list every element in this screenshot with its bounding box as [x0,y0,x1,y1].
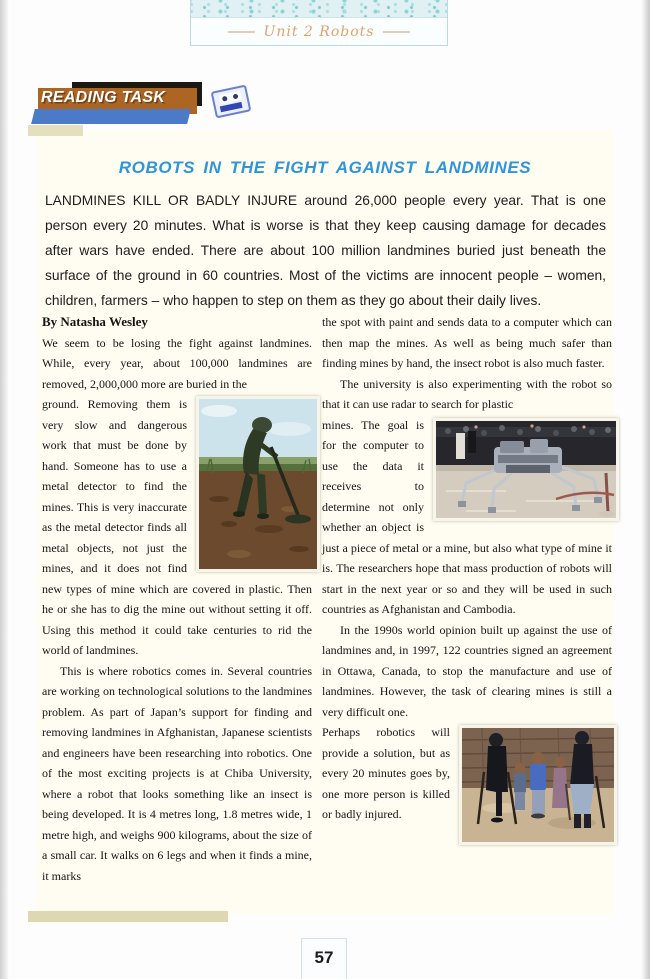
page-scan-left-edge [0,0,9,979]
unit-dash-right [383,31,410,33]
paragraph [322,312,612,374]
paragraph-text: In the 1990s world opinion built up against the use of landmines and, in 1997, 122 countries signed an agreement in Ottawa, Canada, to stop the manufacture and use of landmines. However, the task of clearing mines is still a very difficult one. [322,622,612,719]
paragraph-text: This is where robotics comes in. Several countries are working on technological solutions to the landmines problem. As part of Japan’s support for finding and removing landmines in Afghanistan, Japanese scientists and engineers have been researching into robotics. One of the most exciting projects is at Chiba University, where a robot that looks something like an insect is being developed. It is 4 metres long, 1.8 metres wide, 1 metre high, and weighs 900 kilograms, about the size of a small car. It walks on 6 legs and when it finds a mine, it marks [42,663,312,883]
landmine-victims-photo [459,725,617,845]
banner-label: READING TASK [41,89,166,106]
cassette-reel-icon [233,93,239,99]
paragraph-text: mines. The goal is for the computer to use the data it receives to determine not only whether an object is just a piece of metal or a mine, but also what type of mine it is. The researchers hope that mass production of robots will start in the next year or so and they will be used in such countries as Afghanistan and Cambodia. [322,417,612,616]
soldier-metal-detector-photo [196,396,320,572]
paragraph [322,415,612,620]
unit-header [190,0,448,46]
unit-header-watercolor-band [191,0,447,18]
unit-label-row [191,18,447,45]
page-scan-right-edge [641,0,650,979]
paragraph [322,620,612,723]
paragraph [322,374,612,415]
cassette-reel-icon [222,96,228,102]
unit-title: Unit 2 Robots [263,23,375,40]
paragraph-text: ground. Removing them is very slow and dangerous work that must be done by hand. Someone has to use a metal detector to find the mines. This is very inaccurate as the metal detector finds all metal objects, not just the mines, and it does not find new types of mine which are covered in plastic. Then he or she has to dig the mine out without setting it off. Using this method it could take centuries to rid the world of landmines. [42,397,312,657]
paragraph [322,722,612,825]
paragraph-text: the spot with paint and sends data to a computer which can then map the mines. As well as being much safer than finding mines by hand, the insect robot is also much faster. [322,315,612,370]
insect-robot-photo [433,418,619,521]
banner-blue-block [31,109,191,124]
article-card [36,130,614,914]
byline: By Natasha Wesley [42,314,148,329]
left-column [42,312,312,886]
paragraph-text: Perhaps robotics will provide a solution, but as every 20 minutes goes by, one more person is killed or badly injured. [322,725,450,821]
page-number: 57 [301,938,347,979]
paragraph [42,661,312,887]
unit-dash-left [228,31,255,33]
article-intro: LANDMINES KILL OR BADLY INJURE around 26,000 people every year. That is one person every 20 minutes. What is worse is that they keep causing damage for decades after wars have ended. There are about 100 million landmines buried just beneath the surface of the ground in 60 countries. Most of the victims are innocent people – women, children, farmers – who happen to step on them as they go about their daily lives. [45,193,606,308]
paragraph-text: The university is also experimenting with the robot so that it can use radar to search for plastic [322,376,612,411]
paragraph [42,394,312,661]
right-column [322,312,612,849]
article-title: ROBOTS IN THE FIGHT AGAINST LANDMINES [118,158,532,177]
paragraph [42,333,312,395]
paragraph-text: We seem to be losing the fight against landmines. While, every year, about 100,000 landmines are removed, 2,000,000 more are buried in the [42,335,312,391]
